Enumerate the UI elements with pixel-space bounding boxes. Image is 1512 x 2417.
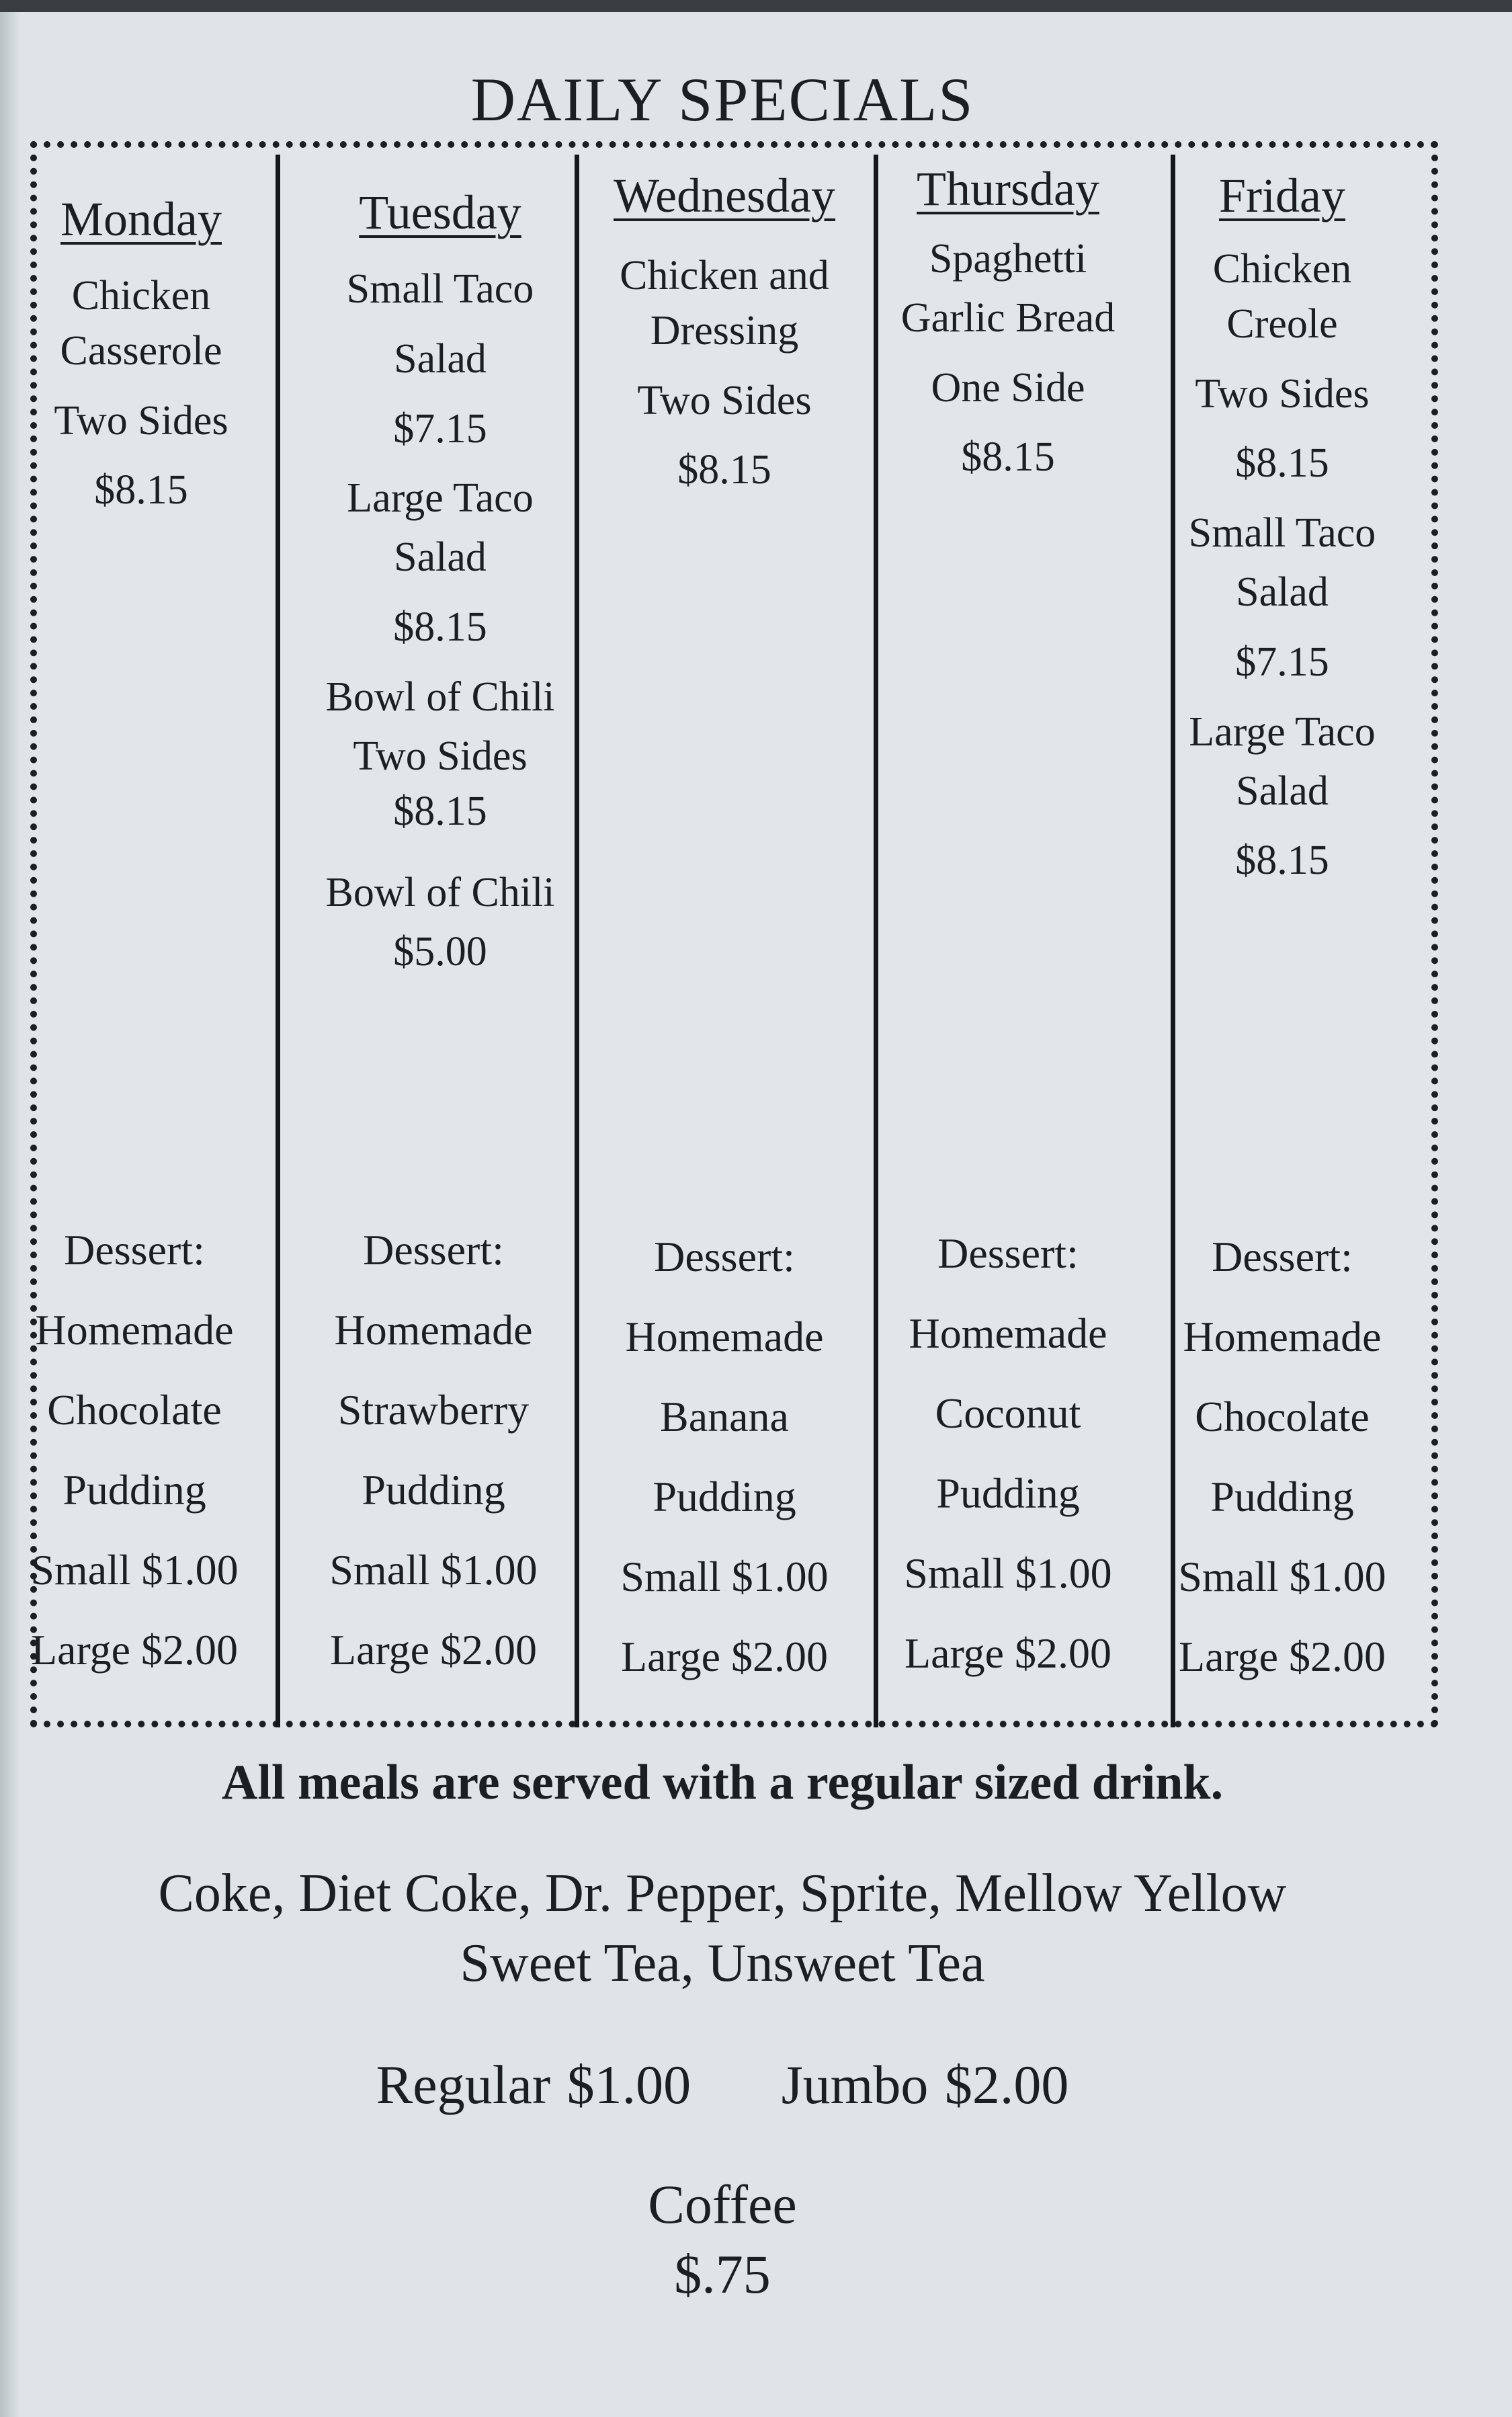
special-line: Salad [394, 534, 487, 581]
special-line: $5.00 [393, 929, 487, 975]
special-line: Small Taco [1188, 510, 1376, 557]
dessert-block [286, 1210, 581, 1690]
special-line: Two Sides [54, 397, 228, 444]
special-line: $8.15 [677, 447, 771, 493]
dessert-block [583, 1217, 866, 1696]
dessert-line: Pudding [653, 1473, 796, 1521]
special-line: Spaghetti [929, 236, 1087, 282]
dessert-line: Pudding [362, 1466, 505, 1514]
dessert-line: Homemade [35, 1306, 234, 1354]
dessert-line: Banana [660, 1393, 789, 1441]
special-line: $8.15 [94, 467, 188, 514]
special-line: Chicken and [620, 253, 829, 298]
dessert-line: Large $2.00 [329, 1626, 538, 1674]
dessert-block [867, 1213, 1149, 1693]
special-line: Garlic Bread [900, 294, 1116, 341]
special-line: Bowl of Chili [325, 673, 555, 720]
specials-list [0, 269, 282, 518]
dessert-line: Coconut [935, 1389, 1081, 1438]
special-line: Chicken [71, 273, 211, 319]
drink-list [0, 1858, 1445, 1998]
day-heading: Wednesday [613, 169, 836, 222]
dessert-line: Small $1.00 [30, 1546, 239, 1594]
dessert-line: Dessert: [937, 1229, 1079, 1277]
dessert-line: Large $2.00 [30, 1626, 239, 1674]
special-line: Small Taco [346, 266, 534, 312]
special-line: Salad [1236, 569, 1329, 616]
special-line: $7.15 [393, 405, 487, 452]
dessert-line: Chocolate [47, 1386, 222, 1434]
special-line: $8.15 [1235, 837, 1329, 884]
special-line: One Side [931, 364, 1085, 411]
dessert-line: Small $1.00 [329, 1546, 538, 1594]
dessert-block [0, 1210, 282, 1690]
dessert-line: Small $1.00 [904, 1549, 1112, 1598]
dessert-line: Small $1.00 [620, 1553, 829, 1601]
special-line: Large Taco [347, 475, 534, 522]
dessert-line: Homemade [625, 1313, 824, 1361]
special-line: Two Sides [637, 377, 812, 423]
jumbo-price: Jumbo $2.00 [781, 2054, 1069, 2115]
day-heading: Monday [60, 192, 222, 246]
dessert-line: Homemade [1183, 1313, 1382, 1361]
page-top-edge [0, 0, 1512, 12]
specials-list [299, 262, 581, 980]
dessert-line: Large $2.00 [1178, 1633, 1386, 1681]
special-line: $8.15 [1235, 440, 1329, 487]
specials-list [867, 232, 1149, 485]
special-line: Large Taco [1189, 708, 1376, 755]
dessert-line: Dessert: [363, 1226, 504, 1274]
special-line: Casserole [60, 327, 222, 374]
dessert-line: Chocolate [1195, 1393, 1370, 1441]
day-heading: Friday [1219, 169, 1345, 222]
special-line: Creole [1226, 300, 1338, 347]
dessert-line: Homemade [334, 1306, 533, 1354]
dessert-line: Homemade [909, 1309, 1107, 1358]
special-line: Two Sides [1195, 370, 1370, 417]
day-heading: Thursday [917, 162, 1099, 216]
special-line: $7.15 [1235, 639, 1329, 685]
drink-prices [0, 2053, 1445, 2117]
dessert-line: Dessert: [64, 1226, 205, 1274]
special-line: $8.15 [393, 788, 487, 834]
special-line: $8.15 [393, 604, 487, 651]
dessert-line: Small $1.00 [1178, 1553, 1386, 1601]
coffee-block [0, 2174, 1445, 2305]
dessert-line: Dessert: [1212, 1233, 1353, 1280]
special-line: $8.15 [961, 434, 1055, 481]
special-line: Dressing [650, 307, 799, 354]
special-line: Two Sides [353, 733, 528, 779]
specials-list [1141, 242, 1423, 889]
menu-title: DAILY SPECIALS [470, 65, 974, 134]
dessert-line: Pudding [1210, 1473, 1354, 1521]
coffee-label: Coffee [648, 2174, 797, 2235]
dessert-line: Pudding [62, 1466, 206, 1514]
dessert-line: Strawberry [337, 1386, 530, 1434]
day-heading: Tuesday [359, 186, 521, 239]
regular-price: Regular $1.00 [376, 2054, 691, 2115]
dessert-line: Dessert: [654, 1233, 795, 1280]
dessert-block [1141, 1217, 1423, 1696]
drink-line: Coke, Diet Coke, Dr. Pepper, Sprite, Mellow Yellow [158, 1864, 1287, 1923]
special-line: Salad [1236, 768, 1329, 814]
dessert-line: Pudding [936, 1469, 1080, 1518]
specials-list [583, 249, 866, 498]
special-line: Bowl of Chili [325, 870, 555, 916]
dessert-line: Large $2.00 [904, 1629, 1112, 1678]
drink-line: Sweet Tea, Unsweet Tea [460, 1934, 985, 1993]
special-line: Salad [394, 335, 487, 382]
special-line: Chicken [1212, 246, 1352, 292]
dessert-line: Large $2.00 [620, 1633, 829, 1681]
meal-drink-note: All meals are served with a regular sized drink. [221, 1755, 1224, 1810]
coffee-price: $.75 [674, 2244, 771, 2305]
